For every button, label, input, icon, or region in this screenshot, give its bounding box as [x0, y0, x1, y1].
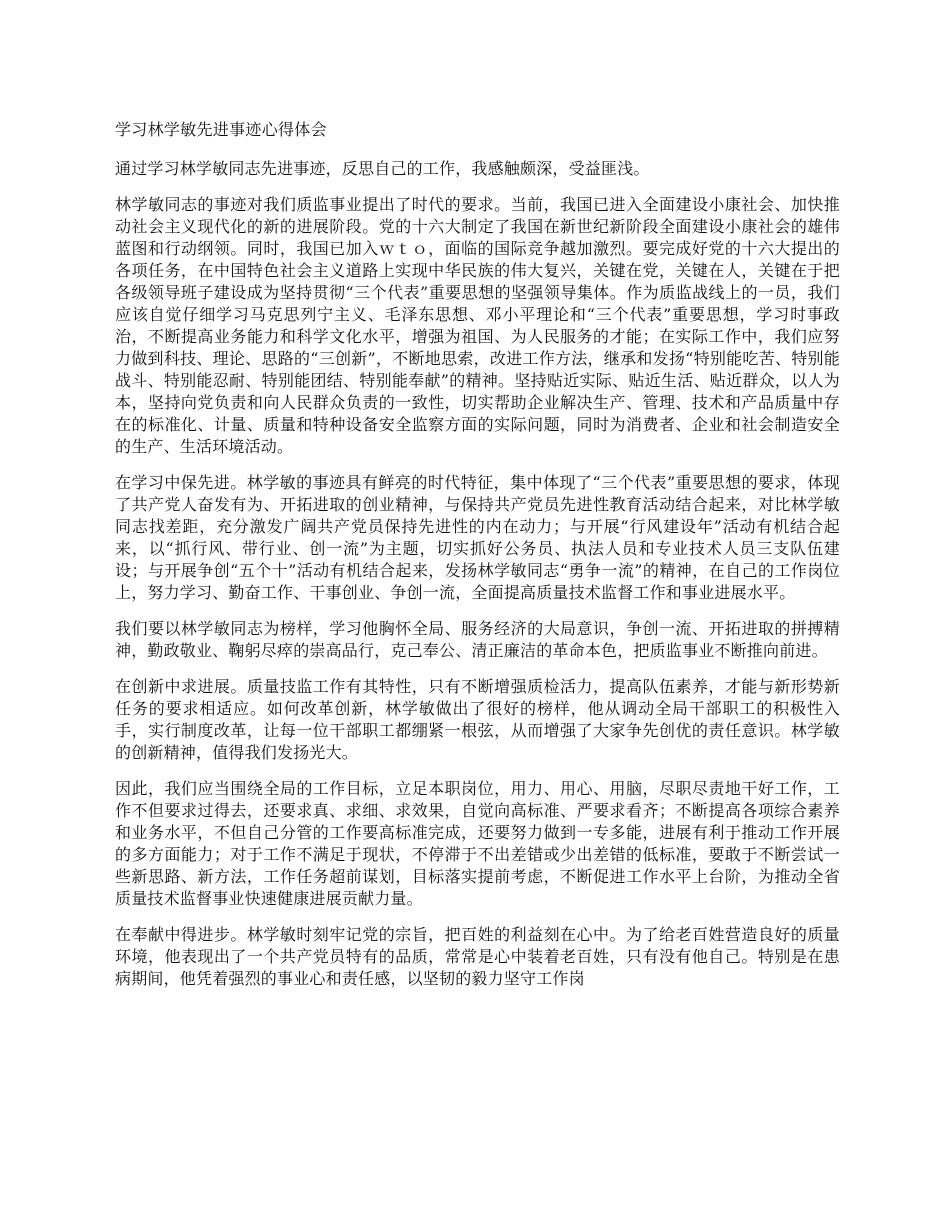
paragraph-intro: 通过学习林学敏同志先进事迹，反思自己的工作，我感触颇深，受益匪浅。: [115, 159, 650, 178]
paragraph-role-model: 我们要以林学敏同志为榜样，学习他胸怀全局、服务经济的大局意识，争创一流、开拓进取的拼搏精神，勤政敬业、鞠躬尽瘁的崇高品行，克己奉公、清正廉洁的革命本色，把质监事业不断推向前进。: [115, 619, 840, 660]
paragraph-work-goals: 因此，我们应当围绕全局的工作目标，立足本职岗位，用力、用心、用脑，尽职尽责地干好工作，工作不但要求过得去，还要求真、求细、求效果，自觉向高标准、严要求看齐；不断提高各项综合素养和业务水平，不但自己分管的工作要高标准完成，还要努力做到一专多能，进展有利于推动工作开展的多方面能力；对于工作不满足于现状，不停滞于不出差错或少出差错的低标准，要敢于不断尝试一些新思路、新方法，工作任务超前谋划，目标落实提前考虑，不断促进工作水平上台阶，为推动全省质量技术监督事业快速健康进展贡献力量。: [115, 779, 840, 908]
paragraph-dedication: 在奉献中得进步。林学敏时刻牢记党的宗旨，把百姓的利益刻在心中。为了给老百姓营造良好的质量环境，他表现出了一个共产党员特有的品质，常常是心中装着老百姓，只有没有他自己。特别是在患病期间，他凭着强烈的事业心和责任感，以坚韧的毅力坚守工作岗: [115, 925, 840, 988]
document-page: [115, 118, 840, 1004]
paragraph-innovation: 在创新中求进展。质量技监工作有其特性，只有不断增强质检活力，提高队伍素养，才能与新形势新任务的要求相适应。如何改革创新，林学敏做出了很好的榜样，他从调动全局干部职工的积极性入手，实行制度改革，让每一位干部职工都绷紧一根弦，从而增强了大家争先创优的责任意识。林学敏的创新精神，值得我们发扬光大。: [115, 677, 840, 762]
paragraph-learning: 在学习中保先进。林学敏的事迹具有鲜亮的时代特征，集中体现了“三个代表”重要思想的要求，体现了共产党人奋发有为、开拓进取的创业精神，与保持共产党员先进性教育活动结合起来，对比林学敏同志找差距，充分激发广阔共产党员保持先进性的内在动力；与开展“行风建设年”活动有机结合起来，以“抓行风、带行业、创一流”为主题，切实抓好公务员、执法人员和专业技术人员三支队伍建设；与开展争创“五个十”活动有机结合起来，发扬林学敏同志“勇争一流”的精神，在自己的工作岗位上，努力学习、勤奋工作、干事创业、争创一流，全面提高质量技术监督工作和事业进展水平。: [115, 473, 840, 602]
document-title: 学习林学敏先进事迹心得体会: [115, 120, 327, 139]
paragraph-era-requirements: 林学敏同志的事迹对我们质监事业提出了时代的要求。当前，我国已进入全面建设小康社会、加快推动社会主义现代化的新的进展阶段。党的十六大制定了我国在新世纪新阶段全面建设小康社会的雄伟蓝图和行动纲领。同时，我国已加入ｗｔｏ，面临的国际竞争越加激烈。要完成好党的十六大提出的各项任务，在中国特色社会主义道路上实现中华民族的伟大复兴，关键在党，关键在人，关键在于把各级领导班子建设成为坚持贯彻“三个代表”重要思想的坚强领导集体。作为质监战线上的一员，我们应该自觉仔细学习马克思列宁主义、毛泽东思想、邓小平理论和“三个代表”重要思想，学习时事政治，不断提高业务能力和科学文化水平，增强为祖国、为人民服务的才能；在实际工作中，我们应努力做到科技、理论、思路的“三创新”，不断地思索，改进工作方法，继承和发扬“特别能吃苦、特别能战斗、特别能忍耐、特别能团结、特别能奉献”的精神。坚持贴近实际、贴近生活、贴近群众，以人为本，坚持向党负责和向人民群众负责的一致性，切实帮助企业解决生产、管理、技术和产品质量中存在的标准化、计量、质量和特种设备安全监察方面的实际问题，同时为消费者、企业和社会制造安全的生产、生活环境活动。: [115, 195, 840, 456]
